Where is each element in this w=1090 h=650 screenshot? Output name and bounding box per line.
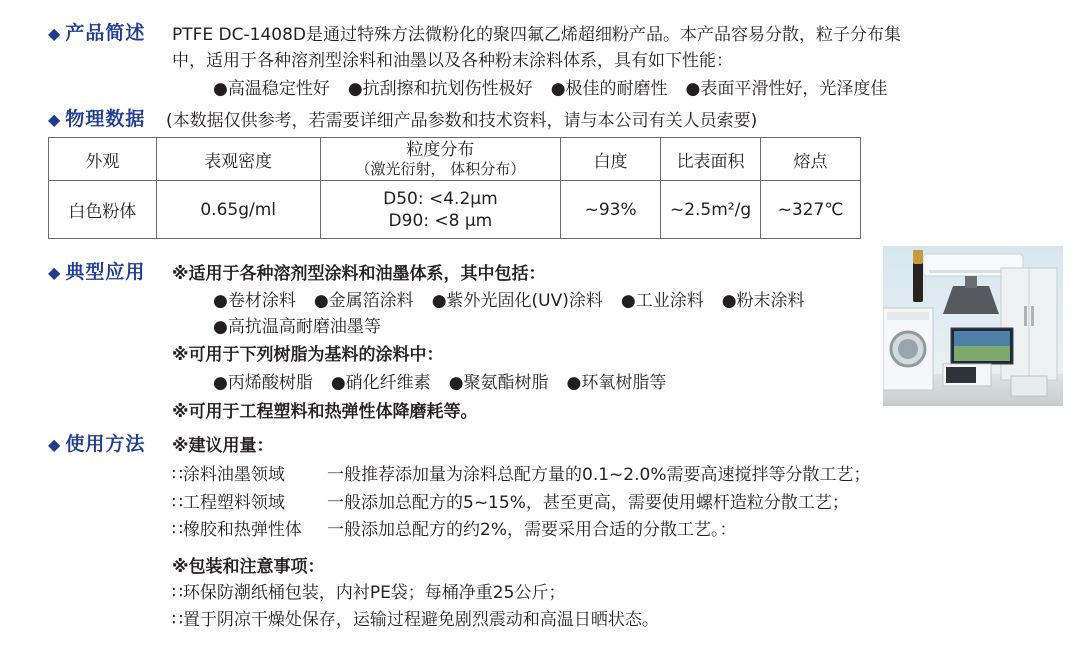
- intro-line-2: 中，适用于各种溶剂型涂料和油墨以及各种粉末涂料体系，具有如下性能：: [172, 51, 733, 71]
- header-appearance: 外观: [49, 138, 157, 181]
- section-heading-applications: [48, 257, 145, 284]
- heading-text: 典型应用: [65, 261, 146, 283]
- physical-data-table: [48, 137, 861, 239]
- usage-field: ∷橡胶和热弹性体: [172, 520, 302, 540]
- value-d90: D90: <8 μm: [388, 210, 493, 231]
- physical-note: (本数据仅供参考，若需要详细产品参数和技术资料，请与本公司有关人员索要): [166, 111, 758, 131]
- value-particle: [320, 181, 561, 239]
- applications-group1-title: ※适用于各种溶剂型涂料和油墨体系，其中包括：: [172, 264, 546, 284]
- list-item: ●工业涂料: [620, 291, 704, 311]
- list-item: ●金属箔涂料: [313, 291, 414, 311]
- list-item: ●硝化纤维素: [330, 373, 431, 393]
- table-row: [49, 181, 861, 239]
- feature-item: ●抗刮擦和抗划伤性极好: [347, 79, 533, 99]
- heading-text: 使用方法: [65, 433, 146, 455]
- heading-text: 产品简述: [65, 22, 146, 44]
- usage-row: [172, 488, 1032, 513]
- value-whiteness: ~93%: [561, 181, 661, 239]
- section-heading-intro: [48, 18, 145, 45]
- value-melting: ~327℃: [761, 181, 861, 239]
- list-item: ●卷材涂料: [213, 291, 296, 311]
- header-particle-main: 粒度分布: [406, 139, 475, 160]
- header-surface: 比表面积: [661, 138, 761, 181]
- intro-line-1: PTFE DC-1408D是通过特殊方法微粉化的聚四氟乙烯超细粉产品。本产品容易分散，粒子分布集: [172, 25, 902, 45]
- list-item: ●聚氨酯树脂: [448, 373, 549, 393]
- value-d50: D50: <4.2μm: [383, 188, 498, 209]
- packaging-line: ∷置于阴凉干燥处保存，运输过程避免剧烈震动和高温日晒状态。: [172, 610, 659, 630]
- feature-item: ●极佳的耐磨性: [550, 79, 668, 99]
- usage-field: ∷涂料油墨领域: [172, 465, 285, 485]
- header-particle: [320, 138, 561, 181]
- usage-row: [172, 515, 1032, 540]
- list-item: ●环氧树脂等: [566, 373, 667, 393]
- header-melting: 熔点: [761, 138, 861, 181]
- feature-item: ●表面平滑性好，光泽度佳: [685, 79, 888, 99]
- feature-list: [213, 74, 905, 99]
- feature-item: ●高温稳定性好: [213, 79, 330, 99]
- header-particle-sub: （激光衍射， 体积分布）: [355, 159, 526, 178]
- packaging-line: ∷环保防潮纸桶包装，内衬PE袋；每桶净重25公斤；: [172, 583, 566, 603]
- usage-dosage-title: ※建议用量：: [172, 436, 274, 456]
- header-whiteness: 白度: [561, 138, 661, 181]
- diamond-icon: ◆: [48, 110, 62, 129]
- list-item: ●紫外光固化(UV)涂料: [431, 291, 603, 311]
- diamond-icon: ◆: [48, 24, 62, 43]
- applications-group2-title: ※可用于下列树脂为基料的涂料中：: [172, 345, 444, 365]
- section-heading-physical: [48, 104, 145, 131]
- applications-group1-row2: ●高抗温高耐磨油墨等: [213, 317, 381, 337]
- list-item: ●丙烯酸树脂: [213, 373, 313, 393]
- usage-desc: 一般添加总配方的约2%，需要采用合适的分散工艺。：: [327, 520, 737, 540]
- usage-field: ∷工程塑料领域: [172, 493, 285, 513]
- value-surface: ~2.5m²/g: [661, 181, 761, 239]
- table-header-row: [49, 138, 861, 181]
- usage-desc: 一般推荐添加量为涂料总配方量的0.1~2.0%需要高速搅拌等分散工艺；: [327, 465, 871, 485]
- value-density: 0.65g/ml: [156, 181, 320, 239]
- section-heading-usage: [48, 429, 145, 456]
- value-appearance: 白色粉体: [49, 181, 157, 239]
- list-item: ●粉末涂料: [721, 291, 805, 311]
- applications-group1-row1: [213, 286, 805, 311]
- diamond-icon: ◆: [48, 435, 62, 454]
- heading-text: 物理数据: [65, 108, 146, 130]
- diamond-icon: ◆: [48, 263, 62, 282]
- usage-row: [172, 460, 1032, 485]
- packaging-title: ※包装和注意事项：: [172, 557, 325, 577]
- usage-desc: 一般添加总配方的5~15%，甚至更高，需要使用螺杆造粒分散工艺；: [327, 493, 849, 513]
- applications-group2-row: [213, 368, 684, 393]
- appliances-photo: [883, 246, 1063, 406]
- applications-group3-title: ※可用于工程塑料和热弹性体降磨耗等。: [172, 402, 478, 422]
- header-density: 表观密度: [156, 138, 320, 181]
